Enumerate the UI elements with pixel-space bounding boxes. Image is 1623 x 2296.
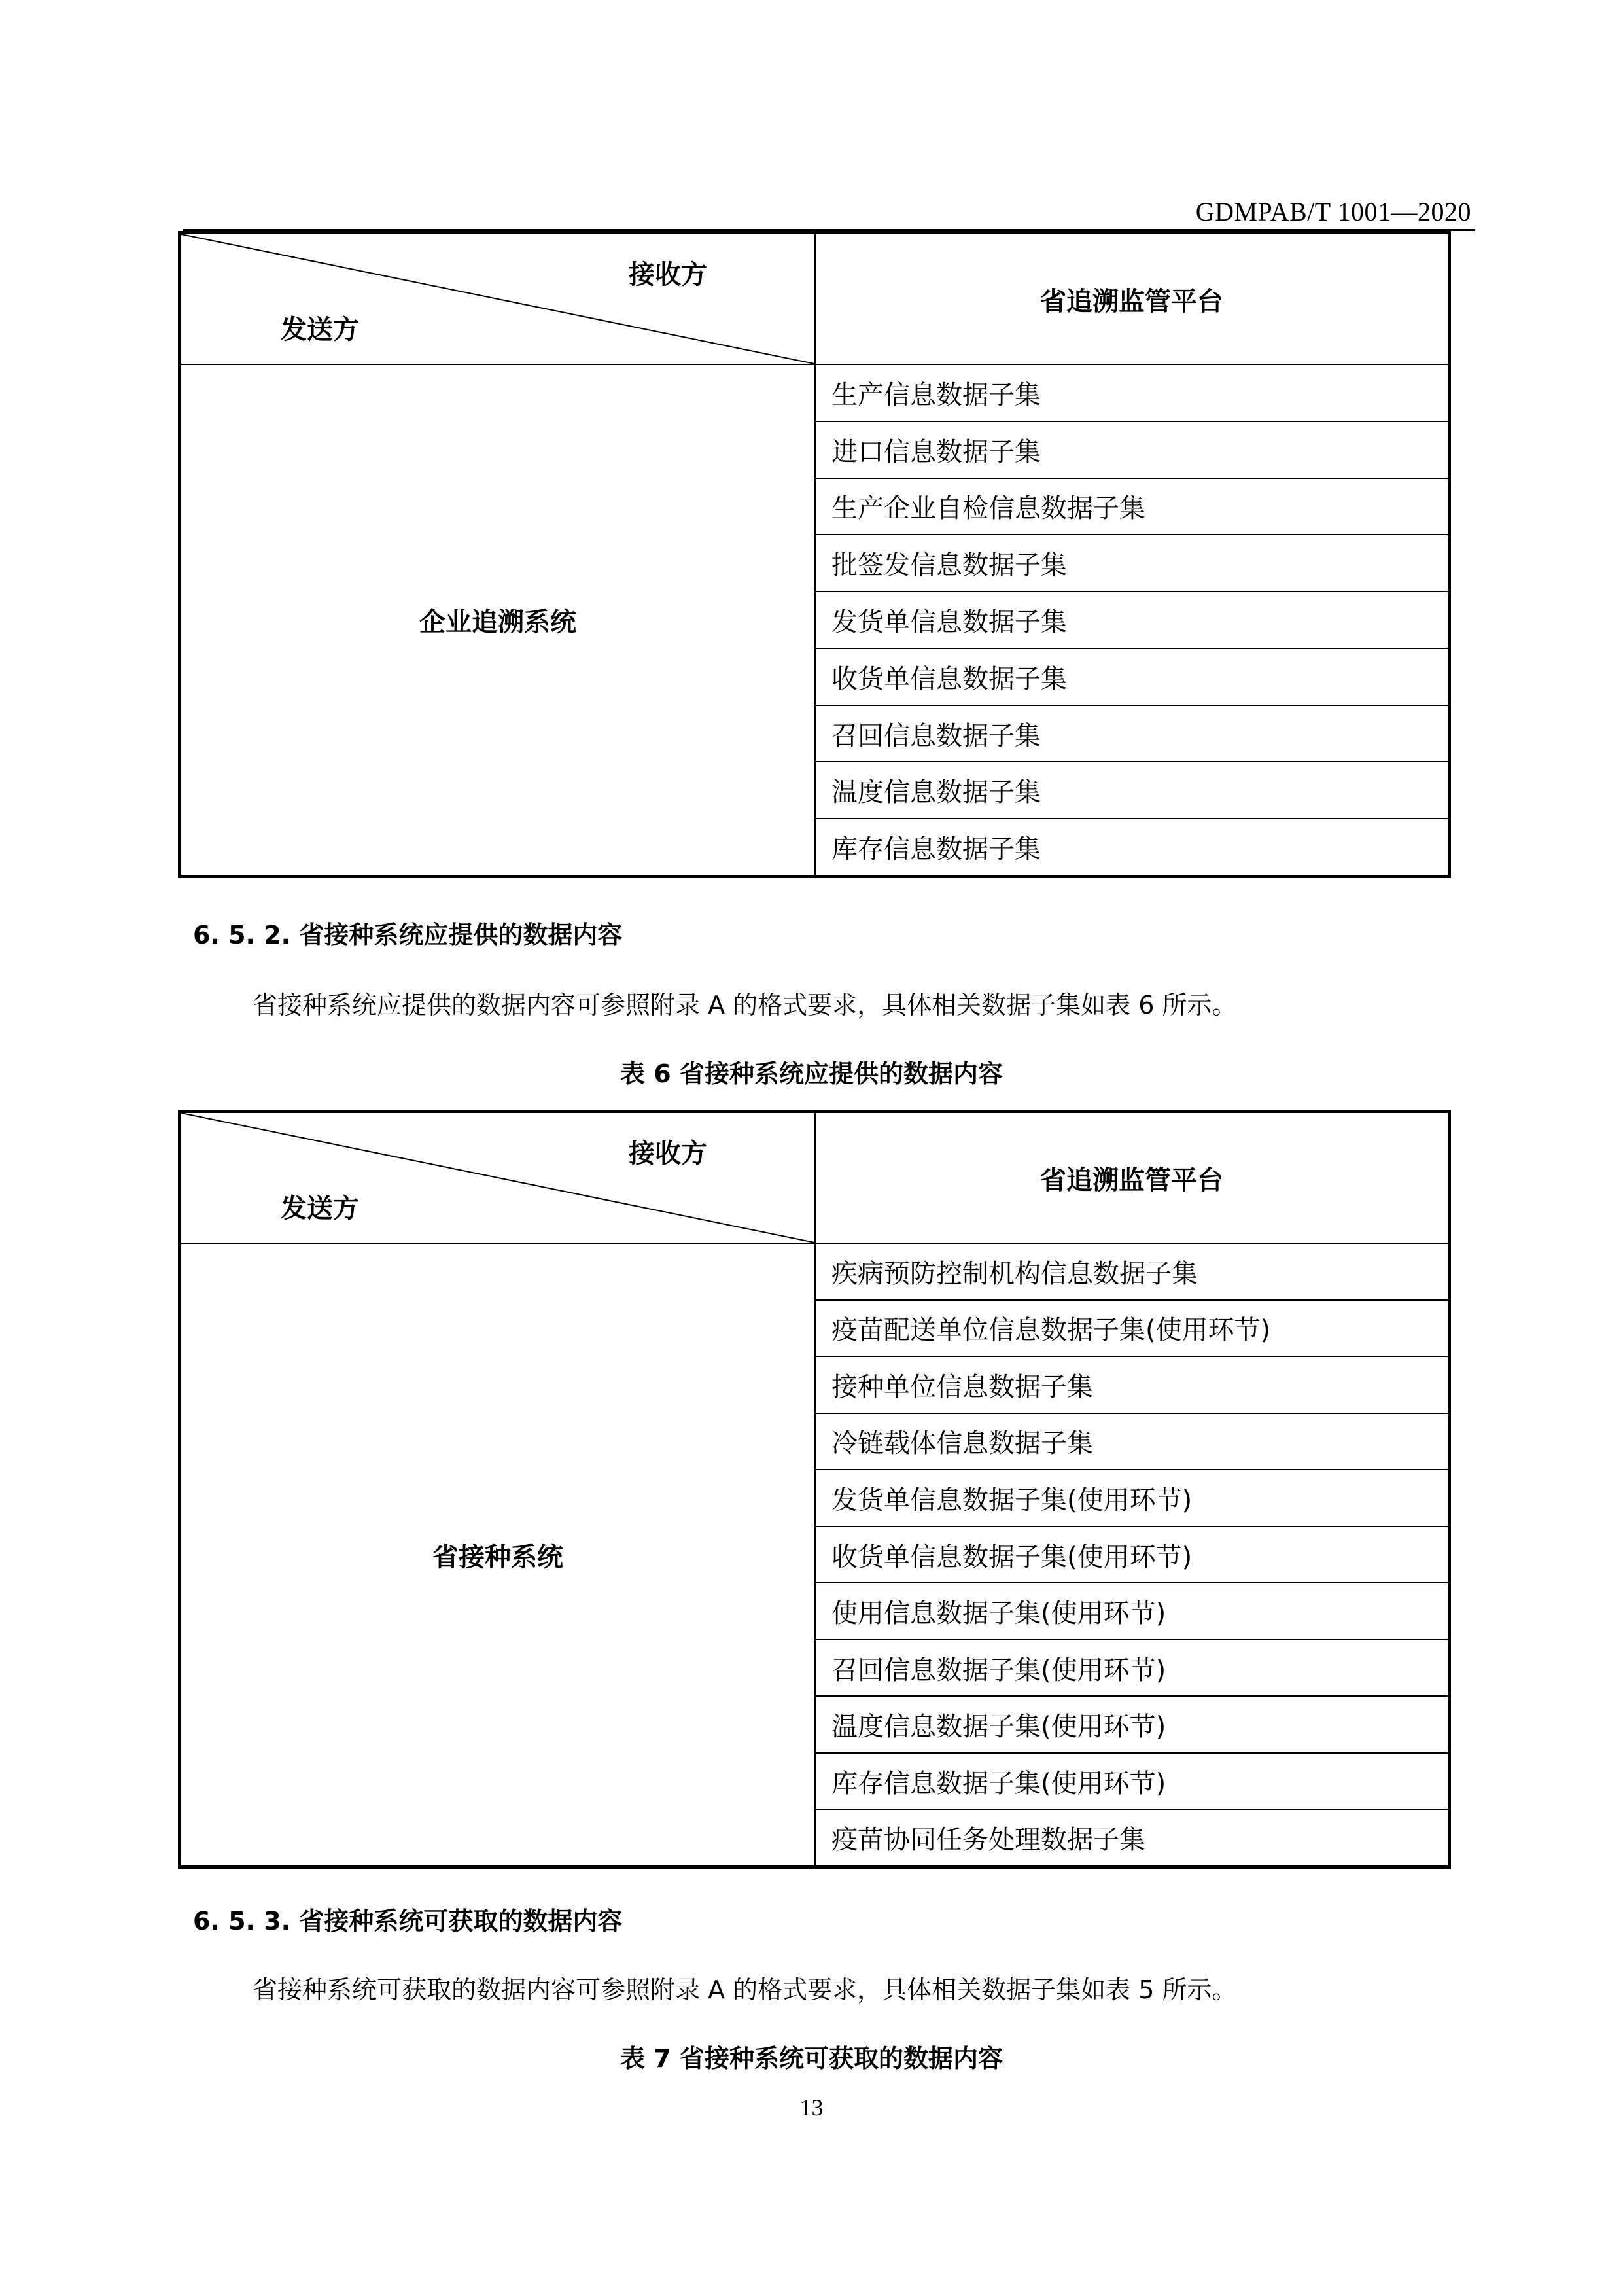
dataset-item: 库存信息数据子集(使用环节) xyxy=(816,1754,1448,1810)
diagonal-line xyxy=(181,1113,814,1243)
dataset-item: 召回信息数据子集(使用环节) xyxy=(816,1640,1448,1697)
data-table-enterprise xyxy=(178,231,1451,878)
dataset-item: 生产信息数据子集 xyxy=(816,365,1448,422)
dataset-item: 接种单位信息数据子集 xyxy=(816,1357,1448,1414)
section-heading-6-5-2: 6. 5. 2. 省接种系统应提供的数据内容 xyxy=(193,921,623,949)
page-number: 13 xyxy=(799,2094,824,2121)
table-caption-7: 表 7 省接种系统可获取的数据内容 xyxy=(620,2044,1003,2073)
diagonal-header-cell xyxy=(181,1113,816,1244)
dataset-item: 生产企业自检信息数据子集 xyxy=(816,479,1448,536)
document-code: GDMPAB/T 1001—2020 xyxy=(1195,197,1471,226)
data-table-vaccination xyxy=(178,1110,1451,1869)
dataset-item: 收货单信息数据子集(使用环节) xyxy=(816,1527,1448,1584)
dataset-list xyxy=(816,1244,1448,1865)
dataset-item: 库存信息数据子集 xyxy=(831,834,1041,865)
dataset-item: 疫苗协同任务处理数据子集 xyxy=(831,1825,1145,1856)
diagonal-line xyxy=(181,234,814,364)
diagonal-header-cell xyxy=(181,234,816,365)
dataset-item: 收货单信息数据子集 xyxy=(816,649,1448,706)
receiver-label: 接收方 xyxy=(629,1139,707,1169)
sender-label: 发送方 xyxy=(281,315,359,345)
dataset-item: 召回信息数据子集 xyxy=(816,706,1448,763)
sender-name: 省接种系统 xyxy=(181,1244,816,1865)
dataset-item: 发货单信息数据子集 xyxy=(816,592,1448,649)
receiver-name: 省追溯监管平台 xyxy=(816,234,1448,365)
dataset-item: 使用信息数据子集(使用环节) xyxy=(816,1583,1448,1640)
dataset-item: 批签发信息数据子集 xyxy=(816,535,1448,592)
sender-label: 发送方 xyxy=(281,1193,359,1224)
receiver-name: 省追溯监管平台 xyxy=(816,1113,1448,1244)
dataset-list xyxy=(816,365,1448,875)
table-caption-6: 表 6 省接种系统应提供的数据内容 xyxy=(620,1059,1003,1088)
section-paragraph-6-5-3: 省接种系统可获取的数据内容可参照附录 A 的格式要求，具体相关数据子集如表 5 所示。 xyxy=(253,1975,1237,2004)
dataset-item: 温度信息数据子集(使用环节) xyxy=(816,1697,1448,1754)
dataset-item: 疾病预防控制机构信息数据子集 xyxy=(816,1244,1448,1301)
receiver-label: 接收方 xyxy=(629,260,707,290)
dataset-item: 冷链载体信息数据子集 xyxy=(816,1414,1448,1471)
dataset-item: 发货单信息数据子集(使用环节) xyxy=(816,1470,1448,1527)
dataset-item: 进口信息数据子集 xyxy=(816,422,1448,479)
section-paragraph-6-5-2: 省接种系统应提供的数据内容可参照附录 A 的格式要求，具体相关数据子集如表 6 所示。 xyxy=(253,991,1237,1019)
section-heading-6-5-3: 6. 5. 3. 省接种系统可获取的数据内容 xyxy=(193,1907,623,1935)
sender-name: 企业追溯系统 xyxy=(181,365,816,875)
dataset-item: 疫苗配送单位信息数据子集(使用环节) xyxy=(816,1301,1448,1358)
dataset-item: 温度信息数据子集 xyxy=(816,762,1448,819)
